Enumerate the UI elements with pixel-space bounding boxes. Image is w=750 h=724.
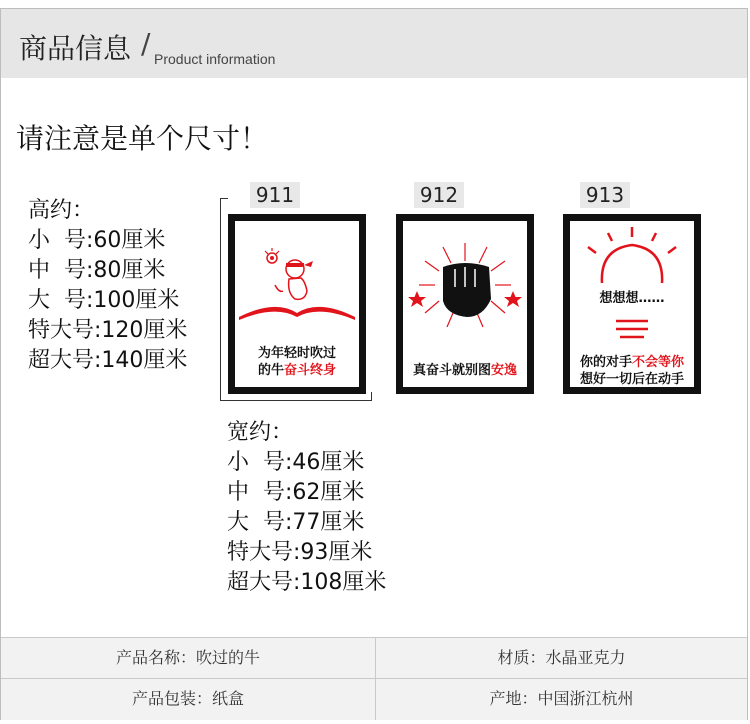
origin-cell: 产地：中国浙江杭州 bbox=[489, 689, 634, 708]
poster-code-913: 913 bbox=[580, 182, 630, 208]
height-spec bbox=[28, 196, 187, 376]
poster-caption-line bbox=[235, 362, 359, 379]
product-attribute-table bbox=[1, 637, 747, 720]
height-spec-row: 超大号:140厘米 bbox=[28, 348, 188, 373]
dimension-bracket bbox=[220, 400, 372, 401]
table-divider bbox=[375, 638, 376, 720]
poster-913[interactable] bbox=[563, 214, 701, 394]
poster-code-912: 912 bbox=[414, 182, 464, 208]
section-header bbox=[1, 9, 747, 78]
poster-caption-red: 不会等你 bbox=[632, 355, 685, 370]
header-title: 商品信息 bbox=[19, 32, 132, 65]
poster-caption-black: 的牛 bbox=[257, 363, 284, 378]
height-spec-row: 大 号:100厘米 bbox=[28, 288, 180, 313]
height-spec-title: 高约： bbox=[28, 198, 95, 223]
width-spec-row: 小 号:46厘米 bbox=[227, 450, 365, 475]
poster-caption-line: 为年轻时吹过 bbox=[257, 346, 336, 361]
poster-caption bbox=[570, 354, 694, 388]
width-spec-title: 宽约： bbox=[227, 420, 294, 445]
header-slash: / bbox=[141, 27, 151, 60]
poster-caption bbox=[403, 362, 527, 379]
header-subtitle: Product information bbox=[154, 51, 276, 67]
poster-caption-black: 你的对手 bbox=[579, 355, 632, 370]
dimension-bracket-tick bbox=[371, 392, 372, 401]
poster-caption-red: 奋斗终身 bbox=[284, 363, 337, 378]
height-spec-row: 小 号:60厘米 bbox=[28, 228, 166, 253]
dimension-bracket-tick bbox=[220, 198, 228, 199]
poster-caption-red: 安逸 bbox=[491, 363, 518, 378]
width-spec-row: 中 号:62厘米 bbox=[227, 480, 365, 505]
height-spec-row: 中 号:80厘米 bbox=[28, 258, 166, 283]
poster-caption-line: 想好一切后在动手 bbox=[579, 372, 684, 387]
size-notice: 请注意是单个尺寸！ bbox=[16, 122, 269, 155]
poster-think-text: 想想想…… bbox=[599, 291, 665, 306]
poster-912[interactable] bbox=[396, 214, 534, 394]
width-spec-row: 特大号:93厘米 bbox=[227, 540, 373, 565]
material-cell: 材质：水晶亚克力 bbox=[497, 648, 626, 667]
width-spec-row: 超大号:108厘米 bbox=[227, 570, 387, 595]
poster-caption bbox=[235, 345, 359, 379]
poster-canvas bbox=[403, 221, 527, 387]
height-spec-row: 特大号:120厘米 bbox=[28, 318, 188, 343]
poster-caption-line bbox=[570, 354, 694, 371]
poster-911[interactable] bbox=[228, 214, 366, 394]
table-divider bbox=[1, 678, 747, 679]
poster-canvas bbox=[570, 221, 694, 387]
product-name-cell: 产品名称：吹过的牛 bbox=[115, 648, 260, 667]
poster-caption-black: 真奋斗就别图 bbox=[412, 363, 491, 378]
dimension-bracket bbox=[220, 198, 221, 400]
width-spec-row: 大 号:77厘米 bbox=[227, 510, 365, 535]
poster-canvas bbox=[235, 221, 359, 387]
width-spec bbox=[227, 418, 386, 598]
poster-code-911: 911 bbox=[250, 182, 300, 208]
packaging-cell: 产品包装：纸盒 bbox=[131, 689, 244, 708]
